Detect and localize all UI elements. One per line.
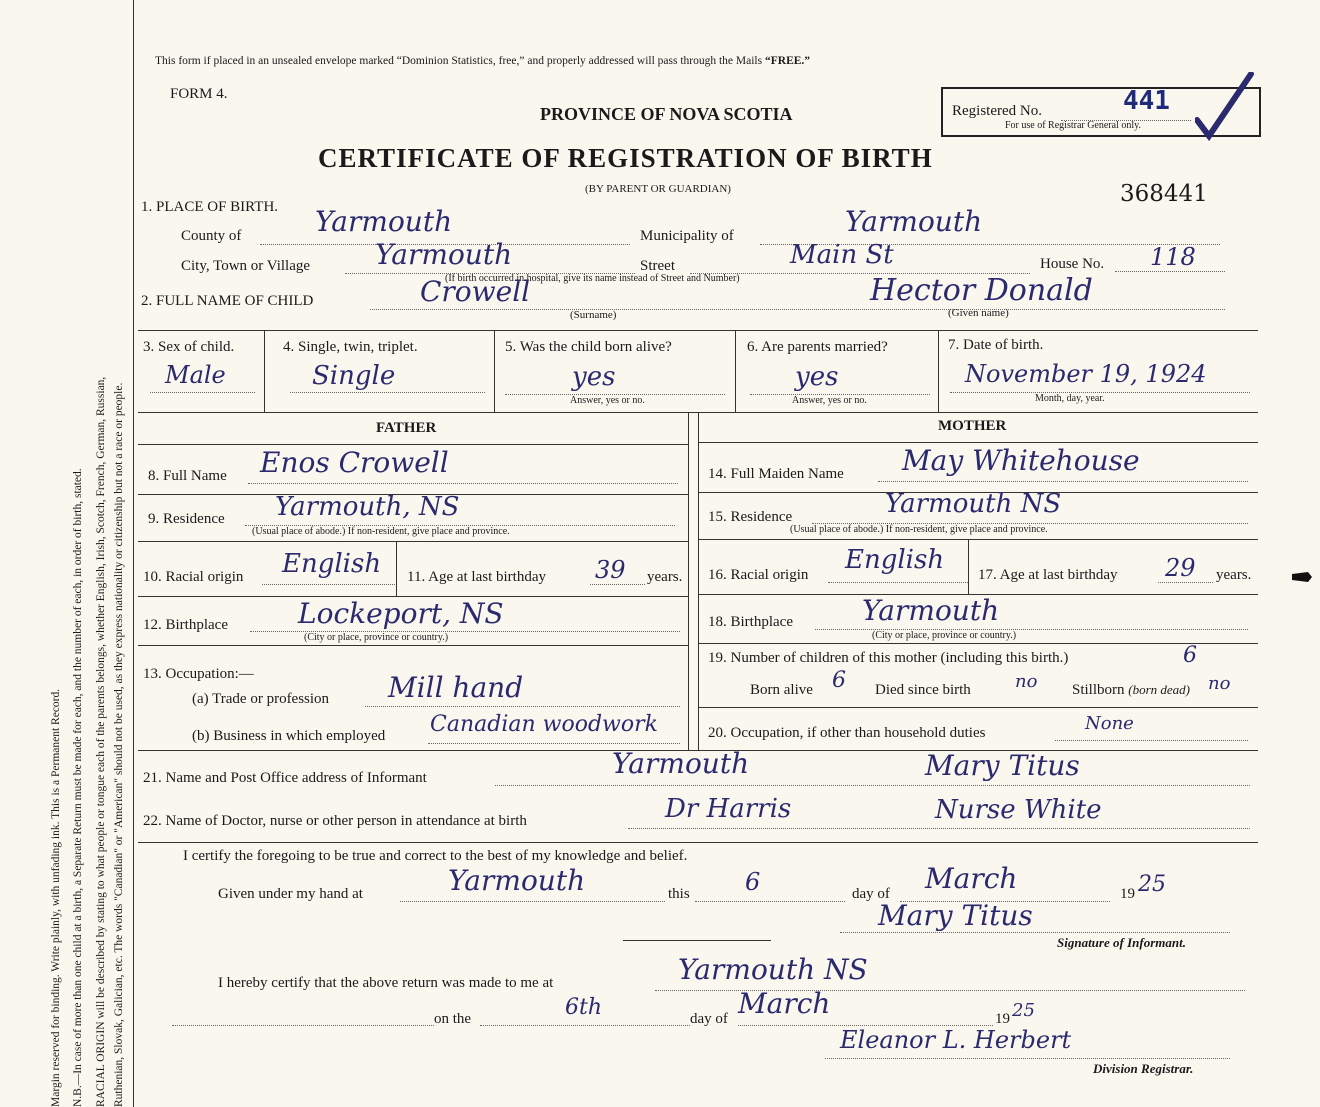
father-birthplace-note: (City or place, province or country.) — [304, 632, 449, 643]
father-name-value: Enos Crowell — [260, 446, 449, 479]
division-registrar-label: Division Registrar. — [1093, 1061, 1194, 1076]
registrar-signature: Eleanor L. Herbert — [840, 1026, 1072, 1054]
registration-day-of-label: day of — [690, 1011, 728, 1027]
serial-number: 368441 — [1120, 181, 1208, 207]
street-value: Main St — [790, 240, 894, 270]
stillborn-value: no — [1208, 673, 1231, 694]
mother-name-label: 14. Full Maiden Name — [708, 466, 844, 482]
child-name-label: 2. FULL NAME OF CHILD — [141, 293, 314, 309]
margin-rule — [133, 0, 134, 1107]
plurality-value: Single — [312, 361, 396, 391]
given-name-note: (Given name) — [948, 307, 1009, 319]
certify-statement: I certify the foregoing to be true and correct to the best of my knowledge and belief. — [183, 848, 688, 864]
margin-note-binding: Margin reserved for binding. Write plainly, with unfading ink. This is a Permanent Record. — [50, 688, 62, 1107]
given-year-prefix: 19 — [1120, 886, 1135, 902]
mother-race-label: 16. Racial origin — [708, 567, 809, 583]
registrar-only-note: For use of Registrar General only. — [1005, 120, 1141, 131]
margin-note-nationality: Ruthenian, Slovak, Galician, etc. The words "Canadian" or "American" should not be used, as they express nationality or citizenship but not a race or people. — [113, 382, 125, 1107]
father-heading: FATHER — [376, 420, 437, 436]
born-alive-count-value: 6 — [832, 668, 846, 693]
given-under-hand-label: Given under my hand at — [218, 886, 363, 902]
registered-label: Registered No. — [952, 103, 1042, 119]
margin-notes — [0, 0, 140, 1107]
surname-note: (Surname) — [570, 309, 617, 321]
child-given-name: Hector Donald — [870, 273, 1093, 308]
died-since-birth-value: no — [1015, 671, 1038, 692]
hospital-note: (If birth occurred in hospital, give its name instead of Street and Number) — [445, 273, 740, 284]
father-race-label: 10. Racial origin — [143, 569, 244, 585]
father-occupation-label: 13. Occupation:— — [143, 666, 254, 682]
sex-value: Male — [165, 361, 226, 389]
father-birthplace-label: 12. Birthplace — [143, 617, 228, 633]
registration-year-value: 25 — [1012, 1000, 1035, 1021]
informant-label: 21. Name and Post Office address of Informant — [143, 770, 427, 786]
form-number: FORM 4. — [170, 86, 228, 102]
informant-signature: Mary Titus — [878, 899, 1033, 932]
checkmark-icon — [1195, 72, 1255, 142]
mail-notice: This form if placed in an unsealed envelope marked “Dominion Statistics, free,” and properly addressed will pass through the Mails “FREE.” — [155, 55, 811, 67]
born-alive-value: yes — [572, 362, 616, 392]
county-label: County of — [181, 228, 242, 244]
province-heading: PROVINCE OF NOVA SCOTIA — [540, 104, 793, 124]
children-count-value: 6 — [1183, 643, 1197, 668]
father-business-label: (b) Business in which employed — [192, 728, 386, 744]
registrar-statement: I hereby certify that the above return was made to me at — [218, 975, 554, 991]
father-birthplace-value: Lockeport, NS — [298, 597, 504, 630]
mother-occupation-label: 20. Occupation, if other than household duties — [708, 725, 986, 741]
mother-birthplace-label: 18. Birthplace — [708, 614, 793, 630]
mother-years-label: years. — [1216, 567, 1252, 583]
father-years-label: years. — [647, 569, 683, 585]
date-of-birth-value: November 19, 1924 — [965, 360, 1207, 388]
died-since-birth-label: Died since birth — [875, 682, 971, 698]
street-label: Street — [640, 258, 675, 274]
father-trade-value: Mill hand — [388, 671, 524, 704]
born-alive-label: 5. Was the child born alive? — [505, 339, 672, 355]
margin-note-multiple-births: N.B.—In case of more than one child at a birth, a Separate Return must be made for each, and the number of each, in order of birth, stated. — [72, 468, 84, 1107]
edge-mark-icon — [1292, 570, 1312, 584]
plurality-label: 4. Single, twin, triplet. — [283, 339, 418, 355]
place-of-birth-label: 1. PLACE OF BIRTH. — [141, 199, 279, 215]
city-value: Yarmouth — [375, 238, 513, 271]
mother-birthplace-value: Yarmouth — [862, 594, 1000, 627]
municipality-label: Municipality of — [640, 228, 734, 244]
informant-address: Yarmouth — [612, 747, 750, 780]
father-age-label: 11. Age at last birthday — [407, 569, 546, 585]
mother-birthplace-note: (City or place, province or country.) — [872, 630, 1017, 641]
given-year-value: 25 — [1138, 872, 1166, 897]
municipality-value: Yarmouth — [845, 205, 983, 238]
registration-year-prefix: 19 — [995, 1011, 1010, 1027]
parents-married-value: yes — [795, 362, 839, 392]
father-residence-label: 9. Residence — [148, 511, 225, 527]
this-label: this — [668, 886, 690, 902]
registration-day-value: 6th — [565, 995, 603, 1020]
document-title: CERTIFICATE OF REGISTRATION OF BIRTH — [318, 143, 933, 173]
father-age-value: 39 — [595, 556, 626, 584]
attendant-nurse: Nurse White — [935, 795, 1102, 825]
informant-name: Mary Titus — [925, 749, 1080, 782]
given-month-value: March — [925, 862, 1018, 895]
document-subtitle: (BY PARENT OR GUARDIAN) — [585, 183, 731, 195]
sex-label: 3. Sex of child. — [143, 339, 235, 355]
registrar-place-value: Yarmouth NS — [678, 953, 868, 986]
parents-married-label: 6. Are parents married? — [747, 339, 888, 355]
children-count-label: 19. Number of children of this mother (including this birth.) — [708, 650, 1069, 666]
date-of-birth-note: Month, day, year. — [1035, 393, 1105, 404]
father-residence-value: Yarmouth, NS — [275, 492, 460, 522]
mother-residence-note: (Usual place of abode.) If non-resident, give place and province. — [790, 524, 1048, 535]
county-value: Yarmouth — [315, 205, 453, 238]
mother-residence-value: Yarmouth NS — [885, 489, 1062, 519]
mother-residence-label: 15. Residence — [708, 509, 793, 525]
house-number-label: House No. — [1040, 256, 1105, 272]
father-name-label: 8. Full Name — [148, 468, 227, 484]
day-of-label: day of — [852, 886, 890, 902]
mother-occupation-value: None — [1085, 713, 1134, 734]
date-of-birth-label: 7. Date of birth. — [948, 337, 1044, 353]
father-business-value: Canadian woodwork — [430, 712, 658, 737]
father-race-value: English — [282, 549, 382, 579]
given-day-value: 6 — [745, 868, 761, 896]
parents-married-note: Answer, yes or no. — [792, 395, 867, 406]
house-number-value: 118 — [1150, 243, 1196, 271]
child-surname: Crowell — [420, 275, 531, 308]
mother-age-label: 17. Age at last birthday — [978, 567, 1118, 583]
stillborn-label: Stillborn (born dead) — [1072, 682, 1191, 698]
on-the-label: on the — [434, 1011, 472, 1027]
born-alive-count-label: Born alive — [750, 682, 813, 698]
father-residence-note: (Usual place of abode.) If non-resident, give place and province. — [252, 526, 510, 537]
city-label: City, Town or Village — [181, 258, 311, 274]
registered-number: 441 — [1123, 86, 1170, 116]
signature-of-informant-label: Signature of Informant. — [1057, 935, 1186, 950]
mother-age-value: 29 — [1165, 554, 1196, 582]
margin-note-racial-origin: RACIAL ORIGIN will be described by stating to what people or tongue each of the parents belongs, whether English, Irish, Scotch, French, German, Russian, — [95, 376, 107, 1107]
registration-month-value: March — [738, 987, 831, 1020]
attendant-doctor: Dr Harris — [665, 794, 792, 824]
born-alive-note: Answer, yes or no. — [570, 395, 645, 406]
father-trade-label: (a) Trade or profession — [192, 691, 330, 707]
mother-heading: MOTHER — [938, 418, 1007, 434]
mother-race-value: English — [845, 545, 945, 575]
given-place-value: Yarmouth — [448, 864, 586, 897]
attendant-label: 22. Name of Doctor, nurse or other person in attendance at birth — [143, 813, 527, 829]
mother-name-value: May Whitehouse — [902, 444, 1140, 477]
